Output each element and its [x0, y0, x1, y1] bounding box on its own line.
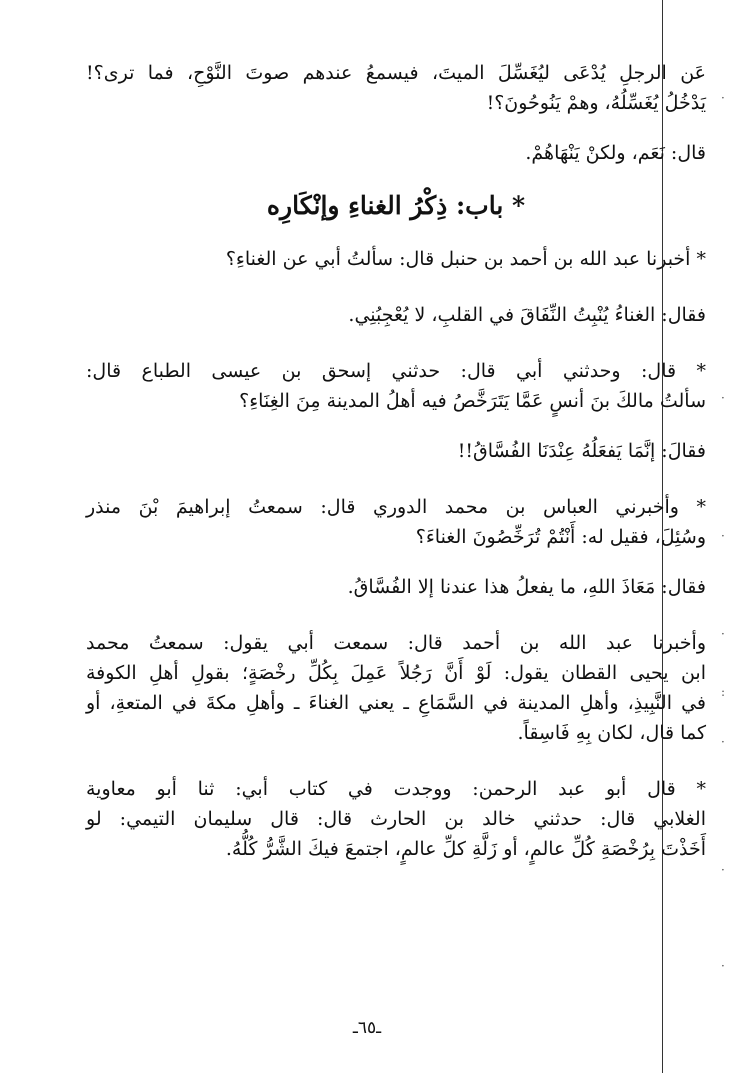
text-column [86, 58, 706, 864]
margin-dot: · [721, 627, 725, 641]
text-line: فقال: الغناءُ يُنْبِتُ النِّفَاقَ في القلبِ، لا يُعْجِبُنِي. [348, 304, 706, 326]
text-line: قال: نَعَم، ولكنْ يَنْهَاهُمْ. [525, 142, 706, 164]
margin-dot: · [721, 529, 725, 543]
text-line: وأخبرنا عبد الله بن أحمد قال: سمعت أبي يقول: سمعتُ محمد [86, 632, 706, 654]
margin-dot: : [721, 685, 726, 699]
paragraph [86, 138, 706, 168]
paragraph [86, 572, 706, 602]
text-line: كما قال، لكان بِهِ فَاسِقاً. [517, 722, 706, 744]
margin-dot: · [721, 91, 725, 105]
text-line: ابن يحيى القطان يقول: لَوْ أَنَّ رَجُلاً عَمِلَ بِكُلِّ رخْصَةٍ؛ بقولِ أهلِ الكوفة [86, 662, 706, 684]
margin-dot: · [721, 735, 725, 749]
text-line: * قال أبو عبد الرحمن: ووجدت في كتاب أبي: ثنا أبو معاوية [86, 778, 706, 800]
margin-dot: · [721, 391, 725, 405]
text-line: عَن الرجلِ يُدْعَى ليُغَسِّلَ الميتَ، فيسمعُ عندهم صوتَ النَّوْحِ، فما ترى؟! [86, 62, 706, 84]
page-number: ـ٦٥ـ [352, 1018, 382, 1038]
text-line: فقالَ: إنَّمَا يَفعَلُهُ عِنْدَنَا الفُسَّاقُ!! [457, 440, 706, 462]
margin-dot: · [721, 959, 725, 973]
paragraph [86, 774, 706, 864]
text-line: يَدْخُلُ يُغَسِّلُهُ، وهمْ يَنُوحُونَ؟! [486, 92, 706, 114]
text-line: أَخَذْتَ بِرُخْصَةِ كُلِّ عالمٍ، أو زَلَّةِ كلِّ عالمٍ، اجتمعَ فيكَ الشَّرُّ كُلُّهُ. [225, 838, 706, 860]
paragraph [86, 300, 706, 330]
paragraph [86, 356, 706, 416]
paragraph [86, 436, 706, 466]
text-line: في النَّبِيذِ، وأهلِ المدينة في السَّمَاعِ ـ يعني الغناءَ ـ وأهلِ مكةَ في المتعةِ، أو [86, 692, 706, 714]
paragraph [86, 58, 706, 118]
margin-dot: · [721, 863, 725, 877]
paragraph [86, 492, 706, 552]
paragraph [86, 244, 706, 274]
text-line: فقال: مَعَاذَ اللهِ، ما يفعلُ هذا عندنا إلا الفُسَّاقُ. [347, 576, 706, 598]
text-line: * قال: وحدثني أبي قال: حدثني إسحق بن عيسى الطباع قال: [86, 360, 706, 382]
chapter-heading: * باب: ذِكْرُ الغناءِ وإنْكَارِه [266, 191, 526, 220]
text-line: وسُئِلَ، فقيل له: أَنْتُمْ تُرَخِّصُونَ الغناءَ؟ [415, 526, 706, 548]
text-line: * وأخبرني العباس بن محمد الدوري قال: سمعتُ إبراهيمَ بْنَ منذر [86, 496, 706, 518]
text-line: الغلابي قال: حدثني خالد بن الحارث قال: قال سليمان التيمي: لو [86, 808, 706, 830]
text-line: سألتُ مالكَ بنَ أنسٍ عَمَّا يَتَرَخَّصُ فيه أهلُ المدينة مِنَ الغِنَاءِ؟ [239, 390, 706, 412]
paragraph [86, 628, 706, 748]
text-line: * أخبرنا عبد الله بن أحمد بن حنبل قال: سألتُ أبي عن الغناءِ؟ [225, 248, 706, 270]
